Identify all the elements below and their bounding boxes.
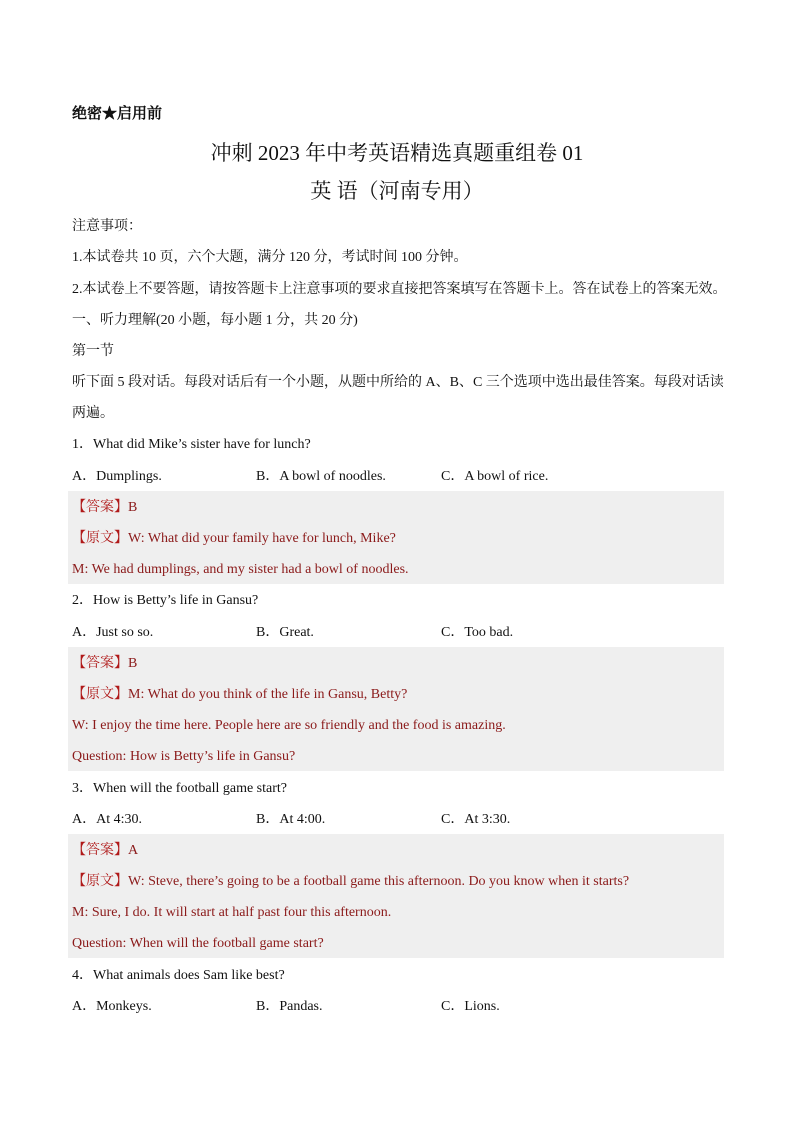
answer-value: B: [128, 500, 138, 515]
answer-value: B: [128, 656, 138, 671]
confidential-label: 绝密★启用前: [72, 106, 163, 122]
script-tag: 【原文】: [72, 874, 128, 889]
option-b: B．A bowl of noodles.: [256, 469, 386, 484]
script-row: [72, 685, 407, 705]
answer-value: A: [128, 843, 139, 858]
script-question: Question: When will the football game start?: [72, 936, 324, 951]
section-title: 一、听力理解(20 小题，每小题 1 分，共 20 分): [72, 313, 358, 328]
answer-tag: 【答案】: [72, 656, 128, 671]
answer-row: [72, 841, 138, 861]
script-line: W: Steve, there’s going to be a football game this afternoon. Do you know when it starts?: [128, 874, 630, 889]
option-c: C．Too bad.: [441, 625, 514, 640]
script-line: M: Sure, I do. It will start at half past four this afternoon.: [72, 905, 392, 920]
answer-band: [68, 834, 724, 867]
option-a: A．Just so so.: [72, 625, 154, 640]
option-b: B．Great.: [256, 625, 314, 640]
question-stem: 1．What did Mike’s sister have for lunch?: [72, 437, 311, 452]
exam-title: 冲刺 2023 年中考英语精选真题重组卷 01: [210, 141, 584, 165]
script-row: [72, 529, 396, 549]
script-tag: 【原文】: [72, 531, 128, 546]
notes-item-2: 2.本试卷上不要答题，请按答题卡上注意事项的要求直接把答案填写在答题卡上。答在试卷上的答案无效。: [72, 282, 727, 297]
option-b: B．At 4:00.: [256, 812, 326, 827]
question-stem: 2．How is Betty’s life in Gansu?: [72, 593, 259, 608]
option-b: B．Pandas.: [256, 999, 323, 1014]
script-line: M: We had dumplings, and my sister had a bowl of noodles.: [72, 562, 409, 577]
exam-subtitle: 英 语（河南专用）: [310, 179, 484, 203]
answer-row: [72, 654, 137, 674]
option-c: C．Lions.: [441, 999, 500, 1014]
option-c: C．A bowl of rice.: [441, 469, 549, 484]
question-stem: 4．What animals does Sam like best?: [72, 968, 285, 983]
answer-band: [68, 647, 724, 680]
section-part: 第一节: [72, 344, 114, 359]
answer-tag: 【答案】: [72, 500, 128, 515]
option-a: A．At 4:30.: [72, 812, 142, 827]
section-instructions: 听下面 5 段对话。每段对话后有一个小题，从题中所给的 A、B、C 三个选项中选出最佳答案。每段对话读两遍。: [72, 375, 724, 421]
script-line: W: I enjoy the time here. People here are so friendly and the food is amazing.: [72, 718, 506, 733]
answer-row: [72, 498, 137, 518]
script-line: M: What do you think of the life in Gansu, Betty?: [128, 687, 408, 702]
script-row: [72, 872, 629, 892]
question-stem: 3．When will the football game start?: [72, 781, 287, 796]
option-c: C．At 3:30.: [441, 812, 511, 827]
notes-item-1: 1.本试卷共 10 页，六个大题，满分 120 分，考试时间 100 分钟。: [72, 250, 468, 265]
script-line: W: What did your family have for lunch, Mike?: [128, 531, 396, 546]
answer-tag: 【答案】: [72, 843, 128, 858]
option-a: A．Monkeys.: [72, 999, 152, 1014]
script-question: Question: How is Betty’s life in Gansu?: [72, 749, 296, 764]
notes-heading: 注意事项：: [72, 219, 142, 234]
option-a: A．Dumplings.: [72, 469, 162, 484]
answer-band: [68, 491, 724, 524]
script-tag: 【原文】: [72, 687, 128, 702]
